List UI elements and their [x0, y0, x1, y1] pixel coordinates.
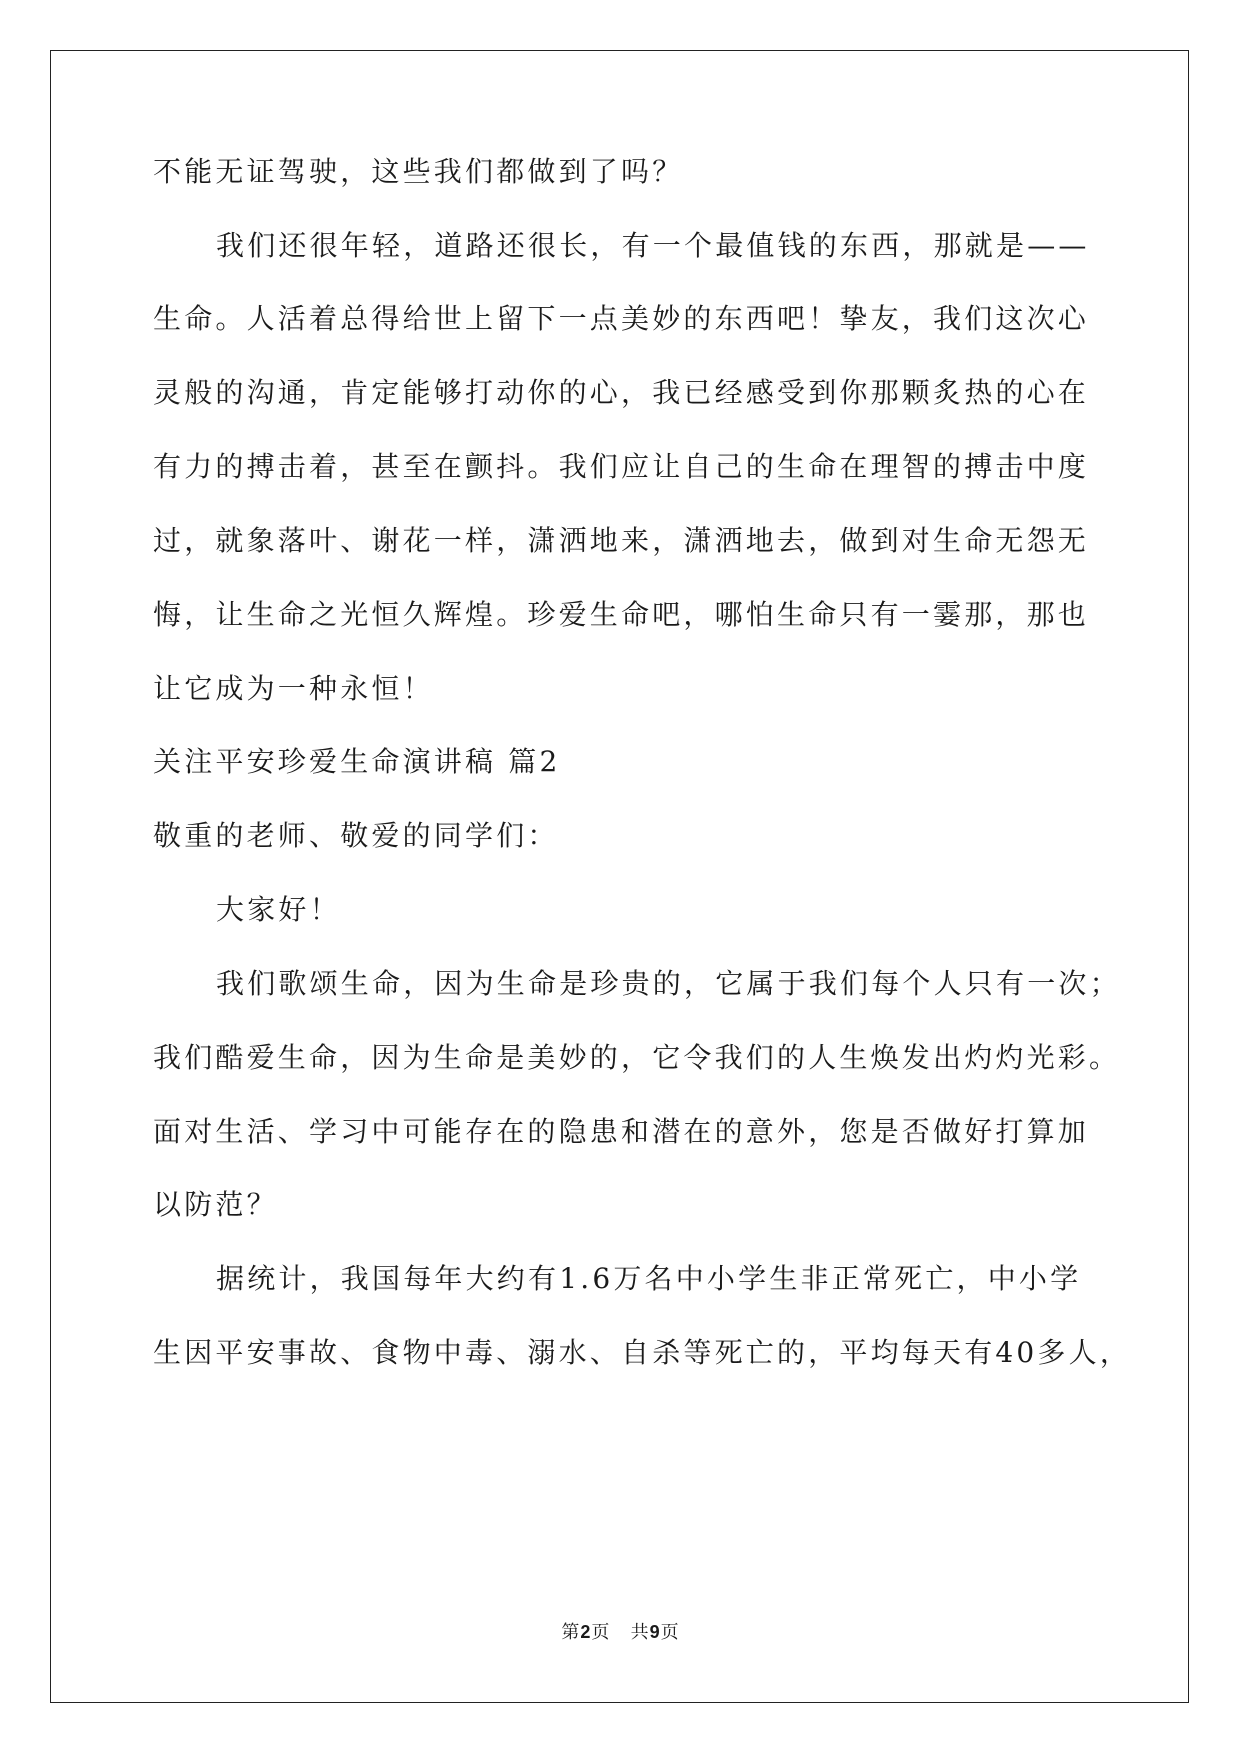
section-heading: 关注平安珍爱生命演讲稿 篇2 — [153, 745, 561, 778]
paragraph-line: 我们酷爱生命，因为生命是美妙的，它令我们的人生焕发出灼灼光彩。 — [153, 1041, 1121, 1074]
paragraph-line: 有力的搏击着，甚至在颤抖。我们应让自己的生命在理智的搏击中度 — [153, 450, 1090, 483]
total-prefix: 共 — [630, 1622, 650, 1643]
paragraph-line: 以防范？ — [153, 1188, 278, 1221]
paragraph-line: 悔，让生命之光恒久辉煌。珍爱生命吧，哪怕生命只有一霎那，那也 — [153, 598, 1090, 631]
paragraph-line: 过，就象落叶、谢花一样，潇洒地来，潇洒地去，做到对生命无怨无 — [153, 524, 1090, 557]
paragraph-line: 据统计，我国每年大约有1.6万名中小学生非正常死亡，中小学 — [216, 1262, 1082, 1295]
salutation: 敬重的老师、敬爱的同学们： — [153, 819, 559, 852]
paragraph-line: 让它成为一种永恒！ — [153, 672, 434, 705]
paragraph-line: 不能无证驾驶，这些我们都做到了吗？ — [153, 155, 684, 188]
page-prefix: 第 — [561, 1622, 581, 1643]
page-footer — [0, 1621, 1241, 1644]
page-suffix: 页 — [591, 1622, 611, 1643]
paragraph-line: 面对生活、学习中可能存在的隐患和潜在的意外，您是否做好打算加 — [153, 1115, 1090, 1148]
total-suffix: 页 — [660, 1622, 680, 1643]
paragraph-line: 生命。人活着总得给世上留下一点美妙的东西吧！挚友，我们这次心 — [153, 302, 1090, 335]
total-pages: 9 — [649, 1622, 661, 1642]
paragraph-line: 灵般的沟通，肯定能够打动你的心，我已经感受到你那颗炙热的心在 — [153, 376, 1090, 409]
greeting: 大家好！ — [216, 893, 341, 926]
page-border — [50, 50, 1189, 1703]
page-number: 2 — [580, 1622, 592, 1642]
paragraph-line: 生因平安事故、食物中毒、溺水、自杀等死亡的，平均每天有40多人， — [153, 1336, 1132, 1369]
paragraph-line: 我们还很年轻，道路还很长，有一个最值钱的东西，那就是—— — [216, 229, 1090, 262]
paragraph-line: 我们歌颂生命，因为生命是珍贵的，它属于我们每个人只有一次； — [216, 967, 1121, 1000]
